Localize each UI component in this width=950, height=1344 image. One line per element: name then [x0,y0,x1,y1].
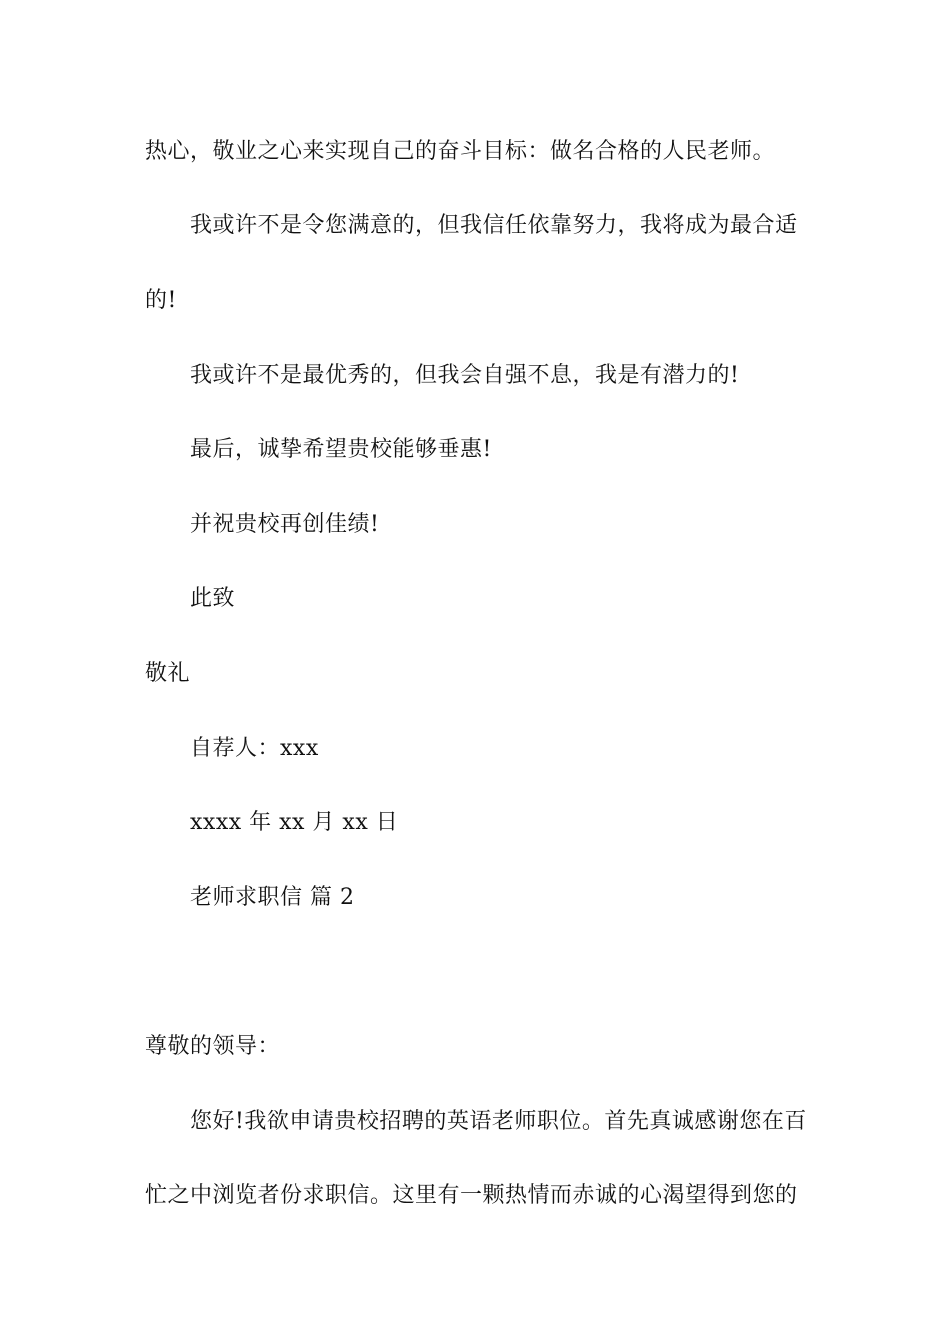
paragraph-line: 忙之中浏览者份求职信。这里有一颗热情而赤诚的心渴望得到您的 [145,1183,798,1208]
section-title: 老师求职信 篇 2 [190,885,355,910]
paragraph-line: 您好!我欲申请贵校招聘的英语老师职位。首先真诚感谢您在百 [190,1109,807,1134]
date-line: xxxx 年 xx 月 xx 日 [190,810,399,835]
paragraph-line: 我或许不是最优秀的，但我会自强不息，我是有潜力的! [190,363,740,388]
greeting-line: 尊敬的领导： [145,1034,281,1059]
paragraph-line: 我或许不是令您满意的，但我信任依靠努力，我将成为最合适 [190,213,798,238]
signature-line: 自荐人：xxx [190,736,319,761]
closing-line: 并祝贵校再创佳绩! [190,512,380,537]
paragraph-line: 的! [145,288,177,313]
closing-line: 最后，诚挚希望贵校能够垂惠! [190,437,492,462]
paragraph-line: 热心，敬业之心来实现自己的奋斗目标：做名合格的人民老师。 [145,139,776,164]
salutation-line: 敬礼 [145,661,191,686]
salutation-line: 此致 [190,586,236,611]
